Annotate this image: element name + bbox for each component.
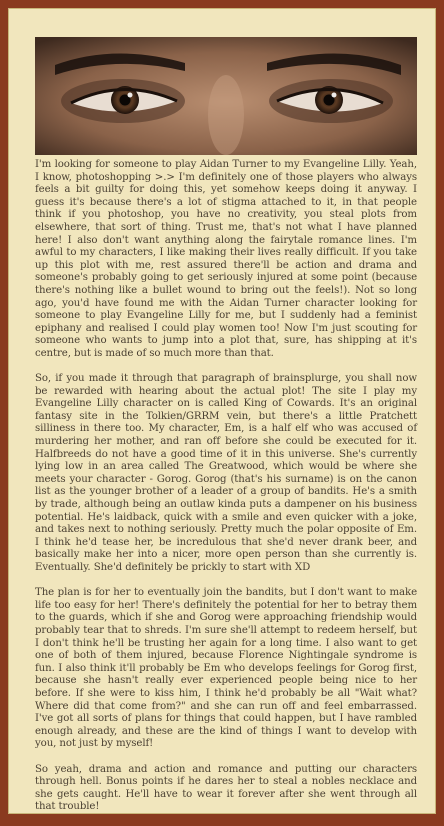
- post-panel: [8, 8, 436, 814]
- post-paragraph-3: The plan is for her to eventually join the bandits, but I don't want to make life too easy for her! There's definitely the potential for her to betray them to the guards, which if she and Gorog were approaching friendship would probably tear that to shreds. I'm sure she'll attempt to redeem herself, but I don't think he'll be trusting her again for a long time. I also want to get one of both of them injured, because Florence Nightingale syndrome is fun. I also think it'll probably be Em who develops feelings for Gorog first, because she hasn't really ever experienced people being nice to her before. If she were to kiss him, I think he'd probably be all "Wait what? Where did that come from?" and she can run off and feel embarrassed. I've got all sorts of plans for things that could happen, but I have rambled enough already, and these are the kind of things I want to develop with you, not just by myself!: [35, 587, 417, 750]
- post-body: [35, 159, 417, 826]
- post-paragraph-1: I'm looking for someone to play Aidan Turner to my Evangeline Lilly. Yeah, I know, photoshopping >.> I'm definitely one of those players who always feels a bit guilty for doing this, yet somehow keeps doing it anyway. I guess it's because there's a lot of stigma attached to it, in that people think if you photoshop, you have no creativity, you steal plots from elsewhere, that sort of thing. Trust me, that's not what I have planned here! I also don't want anything along the fairytale romance lines. I'm awful to my characters, I like making their lives really difficult. If you take up this plot with me, rest assured there'll be action and drama and someone's probably going to get seriously injured at some point (because there's nothing like a bullet wound to bring out the feels!). Not so long ago, you'd have found me with the Aidan Turner character looking for someone to play Evangeline Lilly for me, but I suddenly had a feminist epiphany and realised I could play women too! Now I'm just scouting for someone who wants to jump into a plot that, sure, has shipping at it's centre, but is made of so much more than that.: [35, 159, 417, 359]
- post-paragraph-2: So, if you made it through that paragraph of brainsplurge, you shall now be rewarded with hearing about the actual plot! The site I play my Evangeline Lilly character on is called King of Cowards. It's an original fantasy site in the Tolkien/GRRM vein, but there's a little Pratchett silliness in there too. My character, Em, is a half elf who was accused of murdering her mother, and ran off before she could be executed for it. Halfbreeds do not have a good time of it in this universe. She's currently lying low in an area called The Greatwood, which would be where she meets your character - Gorog. Gorog (that's his surname) is on the canon list as the younger brother of a leader of a group of bandits. He's a smith by trade, although being an outlaw kinda puts a dampener on his business potential. He's laidback, quick with a smile and even quicker with a joke, and takes next to nothing seriously. Pretty much the polar opposite of Em. I think he'd tease her, be incredulous that she'd never drank beer, and basically make her into a nicer, more open person than she currently is. Eventually. She'd definitely be prickly to start with XD: [35, 373, 417, 573]
- post-paragraph-4: So yeah, drama and action and romance and putting our characters through hell. Bonus points if he dares her to steal a nobles necklace and she gets caught. He'll have to wear it forever after she went through all that trouble!: [35, 763, 417, 813]
- eyes-closeup-photo: [35, 37, 417, 155]
- eyes-closeup-photo-icon: [35, 37, 417, 155]
